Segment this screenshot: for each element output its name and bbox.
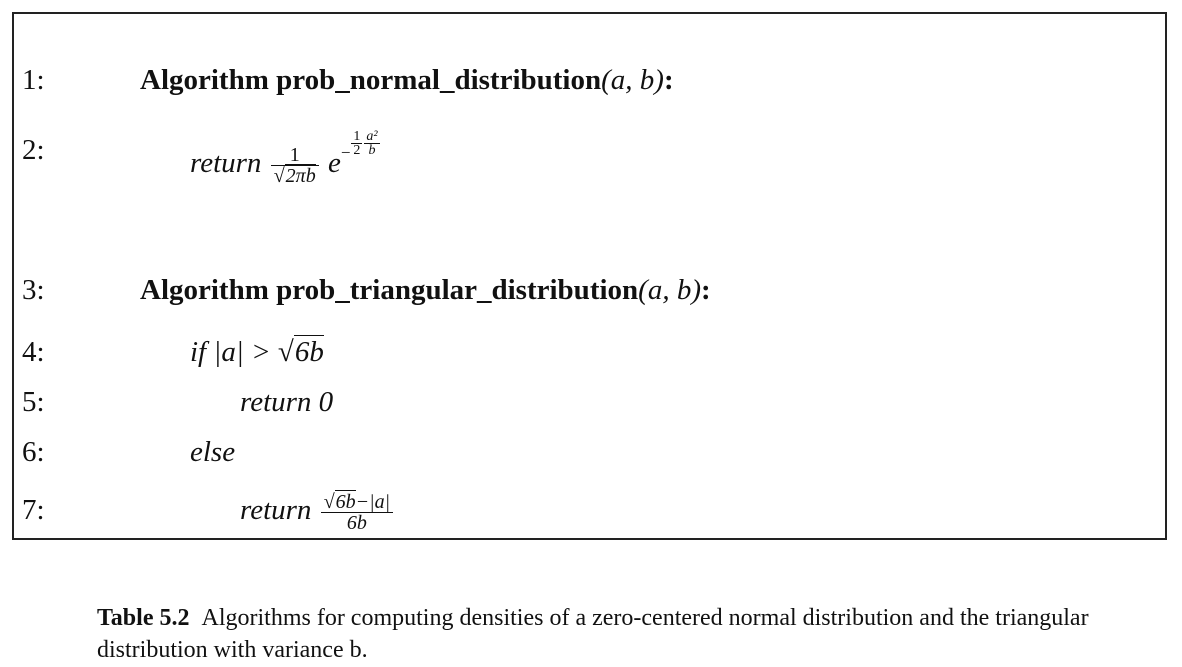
header-colon: : [663,64,674,96]
fraction-numerator: 1 [271,145,319,166]
fraction-denominator: 2 [353,143,361,158]
return-expression [240,490,395,533]
return-keyword: return [240,494,312,526]
algorithm-line-7 [14,490,1165,534]
line-number: 2: [22,134,45,166]
sqrt-argument: 6b [294,336,324,368]
condition: |a| > [213,336,278,368]
sqrt-argument: 2πb [285,164,316,187]
line-number: 6: [22,436,45,468]
return-expression [190,130,381,186]
line-number: 5: [22,386,45,418]
numerator-rest: −|a| [355,490,391,513]
algorithm-line-3 [14,270,1165,310]
line-number: 4: [22,336,45,368]
sqrt-symbol: √ [277,336,294,368]
exp-half-fraction [351,130,362,157]
algorithm-header [140,270,711,310]
header-colon: : [701,274,711,306]
exp-minus: − [340,143,351,162]
table-caption [97,602,1097,666]
normalizer-fraction [271,145,319,186]
algorithm-name: prob_triangular_distribution [276,274,639,306]
caption-label: Table 5.2 [97,605,190,631]
line-number: 3: [22,274,45,306]
sqrt-argument: 6b [335,490,356,513]
if-statement [190,332,324,372]
sqrt-symbol: √ [323,490,335,513]
exp-a-squared-fraction [364,130,379,157]
line-number: 1: [22,64,45,96]
fraction-numerator [321,492,393,513]
fraction-denominator: b [368,143,376,158]
else-keyword: else [190,436,236,468]
algorithm-line-1 [14,60,1165,100]
return-keyword: return [190,147,262,179]
algorithm-args: (a, b) [638,274,701,306]
exp-base: e [327,147,341,179]
line-number: 7: [22,494,45,526]
fraction-denominator [271,166,319,186]
algorithm-box [12,12,1167,540]
algorithm-name: prob_normal_distribution [276,64,602,96]
fraction-numerator: 1 [353,129,361,144]
algorithm-line-6 [14,432,1165,472]
fraction-numerator: a² [366,129,378,144]
triangular-fraction [321,492,393,533]
if-keyword: if [190,336,207,368]
algorithm-line-4 [14,332,1165,372]
fraction-denominator: 6b [346,511,367,534]
keyword: Algorithm [140,274,277,306]
algorithm-args: (a, b) [601,64,664,96]
algorithm-line-5 [14,382,1165,422]
algorithm-header [140,60,674,100]
keyword: Algorithm [140,64,277,96]
sqrt-symbol: √ [273,164,285,187]
caption-text: Algorithms for computing densities of a zero-centered normal distribution and the triangular distribution with variance b. [97,605,1089,663]
return-zero: return 0 [240,386,334,418]
